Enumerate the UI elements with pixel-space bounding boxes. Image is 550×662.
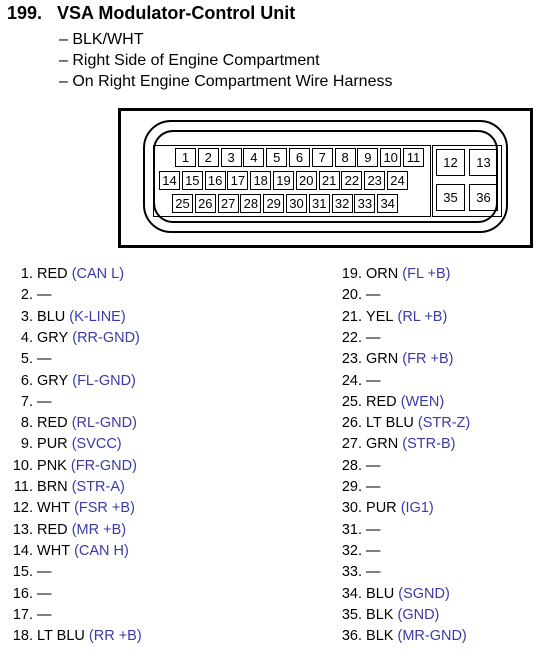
component-number: 199. [7,3,43,23]
connector-pin: 21 [319,171,340,190]
wire-color: BRN [37,479,68,495]
pin-number: 33. [341,564,362,581]
signal-name: (STR-B) [402,436,456,453]
connector-pin: 24 [387,171,408,190]
pin-entry [0,266,451,282]
connector-pin: 1 [175,148,196,167]
connector-pin: 14 [159,171,180,190]
pin-number: 29. [341,479,362,495]
pin-entry [0,394,444,410]
wire-color: BLK [366,628,394,645]
wire-color: — [37,393,52,410]
connector-pin: 29 [263,194,284,213]
detail-line: – On Right Engine Compartment Wire Harness [59,73,393,90]
pin-number: 5. [20,351,33,368]
pin-entry [0,373,385,389]
pin-number: 7. [20,393,33,410]
connector-pin: 2 [198,148,219,167]
pin-number: 24. [341,372,362,389]
signal-name: (GND) [397,606,440,623]
pin-number: 18. [12,628,33,645]
pin-row-3 [172,194,400,213]
wire-color: BLU [37,308,66,325]
connector-pin: 23 [364,171,385,190]
wire-color: — [37,287,52,304]
connector-pin: 6 [289,148,310,167]
wire-color: — [366,372,381,389]
pin-entry [0,479,385,495]
signal-name: (MR +B) [71,521,127,538]
pin-number: 35. [341,606,362,623]
pin-entry [0,351,453,367]
signal-name: (CAN H) [74,542,129,559]
wire-color: — [37,351,52,368]
pin-number: 31. [341,521,362,538]
pin-number: 11. [13,479,33,495]
wire-color: GRY [37,329,69,346]
wire-color: — [366,457,381,474]
connector-pin: 30 [286,194,307,213]
connector-pin: 33 [354,194,375,213]
connector-pin: 7 [312,148,333,167]
pin-number: 4. [20,329,33,346]
connector-pin: 3 [221,148,242,167]
pin-row-1 [175,148,426,167]
pin-entry [0,436,455,452]
wire-color: GRN [366,436,399,453]
pin-entry [0,543,385,559]
pin-entry [0,586,450,602]
connector-pin: 10 [380,148,401,167]
wire-color: RED [37,521,68,538]
wire-color: — [37,606,52,623]
pin-entry [0,607,439,623]
connector-pin: 4 [243,148,264,167]
connector-pin: 28 [240,194,261,213]
connector-pin: 20 [296,171,317,190]
connector-pin: 9 [357,148,378,167]
pin-entry [0,522,385,538]
detail-line: – BLK/WHT [59,31,144,48]
pin-number: 22. [341,329,362,346]
signal-name: (FR-GND) [70,457,137,474]
pin-number: 21. [341,308,362,325]
wire-color: PUR [366,500,397,517]
connector-pin: 18 [250,171,271,190]
signal-name: (WEN) [400,393,445,410]
wire-color: BLU [366,585,395,602]
page-title [7,3,295,24]
signal-name: (K-LINE) [69,308,126,325]
wire-color: — [366,329,381,346]
pin-entry [0,415,470,431]
wire-color: — [366,479,381,495]
connector-pin: 19 [273,171,294,190]
pin-number: 20. [341,287,362,304]
pin-number: 1. [20,266,33,282]
wire-color: — [366,287,381,304]
connector-pin: 12 [436,149,465,176]
wire-color: BLK [366,606,394,623]
wire-color: ORN [366,266,399,282]
pin-entry [0,628,467,644]
pin-number: 17. [12,606,33,623]
pin-entry [0,330,385,346]
pin-number: 15. [12,564,33,581]
signal-name: (STR-Z) [417,415,471,432]
wire-color: — [366,564,381,581]
signal-name: (FR +B) [402,351,454,368]
pin-entry [0,309,447,325]
wire-color: RED [366,393,397,410]
connector-pin: 35 [436,184,465,211]
connector-pin: 17 [227,171,248,190]
pin-number: 34. [341,585,362,602]
pin-number: 32. [341,542,362,559]
wire-color: GRY [37,372,69,389]
connector-pin: 22 [341,171,362,190]
wire-color: PNK [37,457,67,474]
wire-color: — [37,564,52,581]
connector-pin: 5 [266,148,287,167]
pin-row-2 [159,171,410,190]
connector-pin: 8 [335,148,356,167]
wire-color: — [366,521,381,538]
connector-pin: 32 [332,194,353,213]
wire-color: LT BLU [37,628,85,645]
wire-color: GRN [366,351,399,368]
pin-entry [0,458,385,474]
detail-line: – Right Side of Engine Compartment [59,52,320,69]
signal-name: (RL-GND) [71,415,137,432]
signal-name: (SVCC) [71,436,122,453]
connector-pin: 27 [218,194,239,213]
pin-number: 8. [20,415,33,432]
pin-number: 27. [341,436,362,453]
connector-pin: 25 [172,194,193,213]
pin-number: 2. [20,287,33,304]
pin-number: 3. [20,308,33,325]
signal-name: (RL +B) [397,308,448,325]
signal-name: (SGND) [398,585,450,602]
wire-color: RED [37,415,68,432]
wire-color: PUR [37,436,68,453]
connector-pin: 34 [377,194,398,213]
pin-number: 23. [341,351,362,368]
pin-number: 19. [341,266,362,282]
component-name: VSA Modulator-Control Unit [57,3,296,23]
pin-number: 28. [341,457,362,474]
pin-number: 9. [20,436,33,453]
signal-name: (STR-A) [71,479,125,495]
pin-number: 25. [341,393,362,410]
pin-number: 30. [341,500,362,517]
pin-entry [0,500,434,516]
wire-color: RED [37,266,68,282]
signal-name: (FL +B) [402,266,451,282]
connector-pin: 15 [182,171,203,190]
signal-name: (FSR +B) [74,500,135,517]
connector-pin: 36 [469,184,498,211]
pin-number: 10. [12,457,33,474]
pin-entry [0,564,385,580]
pin-number: 36. [341,628,362,645]
wire-color: — [366,542,381,559]
connector-pin: 13 [469,149,498,176]
connector-pin: 11 [403,148,424,167]
connector-pin: 16 [205,171,226,190]
signal-name: (FL-GND) [72,372,136,389]
signal-name: (IG1) [400,500,434,517]
pin-number: 16. [12,585,33,602]
wire-color: YEL [366,308,394,325]
connector-pin: 31 [309,194,330,213]
pin-number: 6. [20,372,33,389]
pin-number: 13. [12,521,33,538]
wire-color: — [37,585,52,602]
wire-color: WHT [37,542,71,559]
pin-number: 12. [12,500,33,517]
signal-name: (RR-GND) [72,329,140,346]
pin-number: 26. [341,415,362,432]
signal-name: (CAN L) [71,266,125,282]
pin-entry [0,287,385,303]
wire-color: LT BLU [366,415,414,432]
signal-name: (RR +B) [88,628,142,645]
wire-color: WHT [37,500,71,517]
signal-name: (MR-GND) [397,628,467,645]
connector-pin: 26 [195,194,216,213]
pin-number: 14. [12,542,33,559]
